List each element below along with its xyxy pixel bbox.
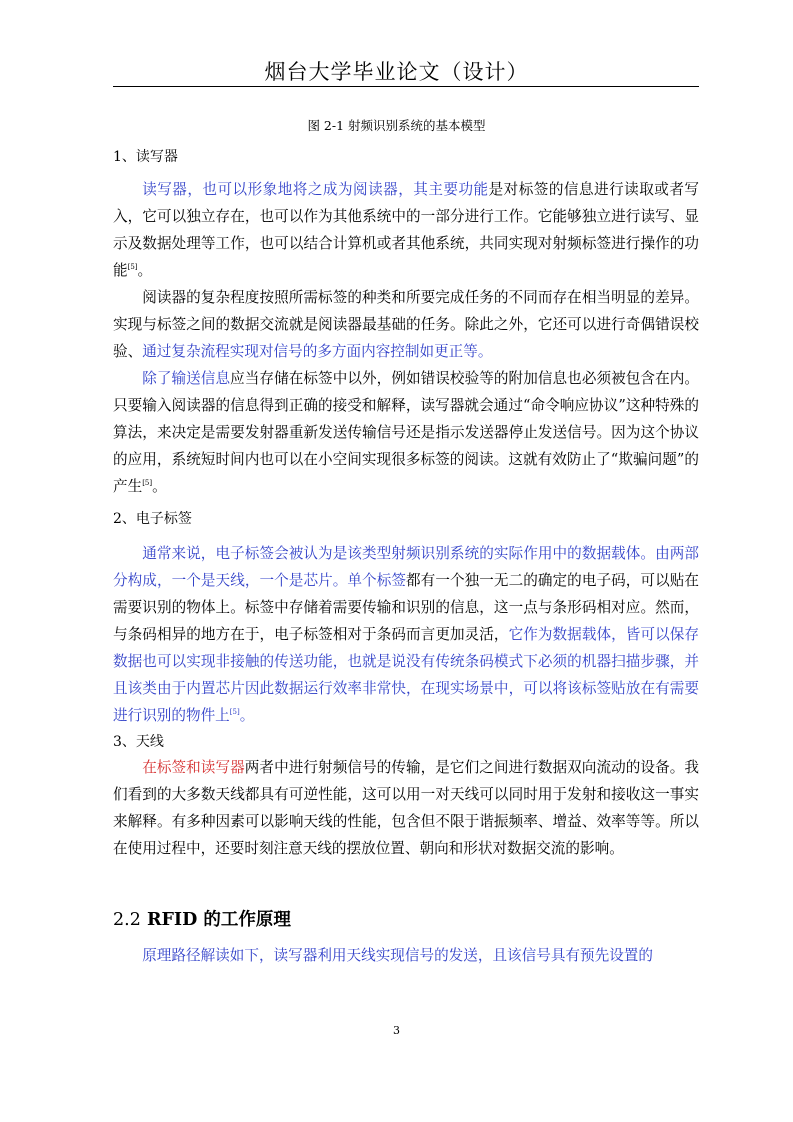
header-divider bbox=[113, 86, 699, 87]
paragraph-rfid-principle bbox=[113, 942, 699, 969]
section-title-text: RFID 的工作原理 bbox=[146, 910, 291, 930]
page-number: 3 bbox=[393, 1024, 400, 1037]
citation-ref: [5] bbox=[229, 708, 240, 716]
body-text: 应当存储在标签中以外，例如错误校验等的附加信息也必须被包含在内。只要输入阅读器的信息得到正确的接受和解释，读写器就会通过“命令响应协议”这种特殊的算法，来决定是需要发射器重新发送传输信号还是指示发送器停止发送信号。因为这个协议的应用，系统短时间内也可以在小空间实现很多标签的阅读。这就有效防止了“欺骗问题”的产生 bbox=[113, 370, 699, 495]
highlight-text-red: 在标签和读写器 bbox=[142, 759, 245, 776]
section-heading-antenna: 3、天线 bbox=[113, 734, 164, 750]
citation-ref: [5] bbox=[142, 479, 153, 487]
body-text: 阅读器的复杂程度按照所需标签的种类和所要完成任务的不同而存在相当明显的差异。实现与标签之间的数据交流就是阅读器最基础的任务。除此之外，它还可以进行奇偶错误校验、 bbox=[113, 289, 699, 360]
body-text: 都有一个独一无二的确定的电子码，可以贴在需要识别的物体上。标签中存储着需要传输和识别的信息，这一点与条形码相对应。然而，与条码相异的地方在于，电子标签相对于条码而言更加灵活， bbox=[113, 572, 699, 643]
body-text: 是对标签的信息进行读取或者写入，它可以独立存在，也可以作为其他系统中的一部分进行工作。它能够独立进行读写、显示及数据处理等工作，也可以结合计算机或者其他系统，共同实现对射频标签进行操作的功能 bbox=[113, 181, 699, 279]
paragraph-reader-complexity bbox=[113, 284, 699, 365]
highlight-text: 通常来说，电子标签会被认为是该类型射频识别系统的实际作用中的数据载体。由两部分构成，一个是天线，一个是芯片。单个标签 bbox=[113, 545, 699, 589]
section-heading-tag: 2、电子标签 bbox=[113, 511, 192, 527]
body-text: 两者中进行射频信号的传输，是它们之间进行数据双向流动的设备。我们看到的大多数天线都具有可逆性能，这可以用一对天线可以同时用于发射和接收这一事实来解释。有多种因素可以影响天线的性能，包含但不限于谐振频率、增益、效率等等。所以在使用过程中，还要时刻注意天线的摆放位置、朝向和形状对数据交流的影响。 bbox=[113, 759, 699, 857]
section-number: 2.2 bbox=[113, 910, 141, 930]
highlight-text-2: 它作为数据载体，皆可以保存数据也可以实现非接触的传送功能，也就是说没有传统条码模式下必须的机器扫描步骤，并且该类由于内置芯片因此数据运行效率非常快，在现实场景中，可以将该标签贴放在有需要进行识别的物件上 bbox=[113, 626, 699, 724]
section-title-rfid-principle bbox=[113, 906, 291, 931]
section-heading-reader: 1、读写器 bbox=[113, 149, 178, 165]
highlight-text: 通过复杂流程实现对信号的多方面内容控制如更正等。 bbox=[142, 343, 493, 360]
body-text-end: 。 bbox=[239, 707, 255, 724]
body-text-end: 。 bbox=[137, 262, 153, 279]
highlight-text: 读写器，也可以形象地将之成为阅读器，其主要功能 bbox=[142, 181, 489, 198]
paragraph-reader-protocol bbox=[113, 365, 699, 500]
figure-caption: 图 2-1 射频识别系统的基本模型 bbox=[307, 118, 486, 133]
paragraph-antenna bbox=[113, 754, 699, 862]
citation-ref: [5] bbox=[127, 263, 138, 271]
paragraph-electronic-tag bbox=[113, 540, 699, 729]
paragraph-reader-intro bbox=[113, 176, 699, 284]
page-header-title: 烟台大学毕业论文（设计） bbox=[264, 60, 529, 84]
highlight-text: 除了输送信息 bbox=[142, 370, 231, 387]
highlight-text: 原理路径解读如下，读写器利用天线实现信号的发送，且该信号具有预先设置的 bbox=[142, 947, 653, 964]
body-text-end: 。 bbox=[152, 478, 167, 495]
